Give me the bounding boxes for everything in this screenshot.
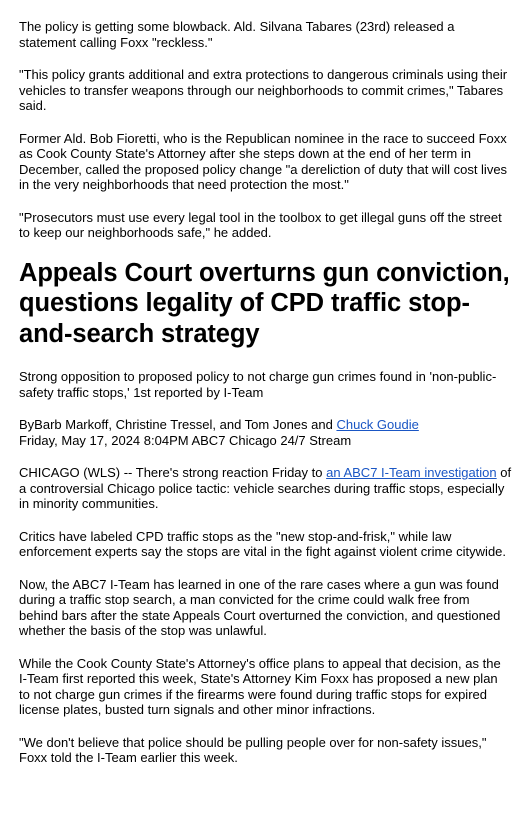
author-link-chuck-goudie[interactable]: Chuck Goudie (336, 417, 419, 432)
intro-paragraph-1: The policy is getting some blowback. Ald. Silvana Tabares (23rd) released a statement calling Foxx "reckless." (19, 19, 455, 50)
byline-block (19, 417, 512, 448)
intro-paragraph-4: "Prosecutors must use every legal tool in the toolbox to get illegal guns off the street to keep our neighborhoods safe," he added. (19, 209, 502, 240)
body-paragraph-1: Critics have labeled CPD traffic stops as the "new stop-and-frisk," while law enforcement experts say the stops are vital in the fight against violent crime citywide. (19, 528, 507, 559)
byline-authors: ByBarb Markoff, Christine Tressel, and Tom Jones and (19, 417, 337, 432)
body-paragraph-3: While the Cook County State's Attorney's office plans to appeal that decision, as the I-Team first reported this week, State's Attorney Kim Foxx has proposed a new plan to not charge gun crimes if the firearms were found during traffic stops for expired license plates, busted turn signals and other minor infractions. (19, 655, 501, 717)
lead-paragraph (19, 465, 512, 512)
intro-paragraph-3: Former Ald. Bob Fioretti, who is the Republican nominee in the race to succeed Foxx as Cook County State's Attorney after she steps down at the end of her term in December, called the proposed policy change "a dereliction of duty that will cost lives in the very neighborhoods that need protection the most." (19, 130, 508, 192)
lead-text-start: CHICAGO (WLS) -- There's strong reaction Friday to (19, 465, 327, 480)
lead-text-end: of a controversial Chicago police tactic: vehicle searches during traffic stops, especially in minority communities. (19, 465, 512, 511)
intro-paragraph-2: "This policy grants additional and extra protections to dangerous criminals using their vehicles to transfer weapons through our neighborhoods to commit crimes," Tabares said. (19, 67, 508, 113)
article-headline: Appeals Court overturns gun conviction, questions legality of CPD traffic stop-and-search strategy (19, 258, 510, 348)
body-paragraph-2: Now, the ABC7 I-Team has learned in one of the rare cases where a gun was found during a traffic stop search, a man convicted for the crime could walk free from behind bars after the state Appeals Court overturned the conviction, and questioned whether the basis of the stop was unlawful. (19, 576, 501, 638)
i-team-investigation-link[interactable]: an ABC7 I-Team investigation (326, 465, 497, 480)
body-paragraph-4: "We don't believe that police should be pulling people over for non-safety issues," Foxx told the I-Team earlier this week. (19, 734, 487, 765)
article-subheadline: Strong opposition to proposed policy to not charge gun crimes found in 'non-public-safety traffic stops,' 1st reported by I-Team (19, 369, 497, 400)
byline (19, 417, 512, 433)
dateline: Friday, May 17, 2024 8:04PM ABC7 Chicago 24/7 Stream (19, 432, 352, 448)
